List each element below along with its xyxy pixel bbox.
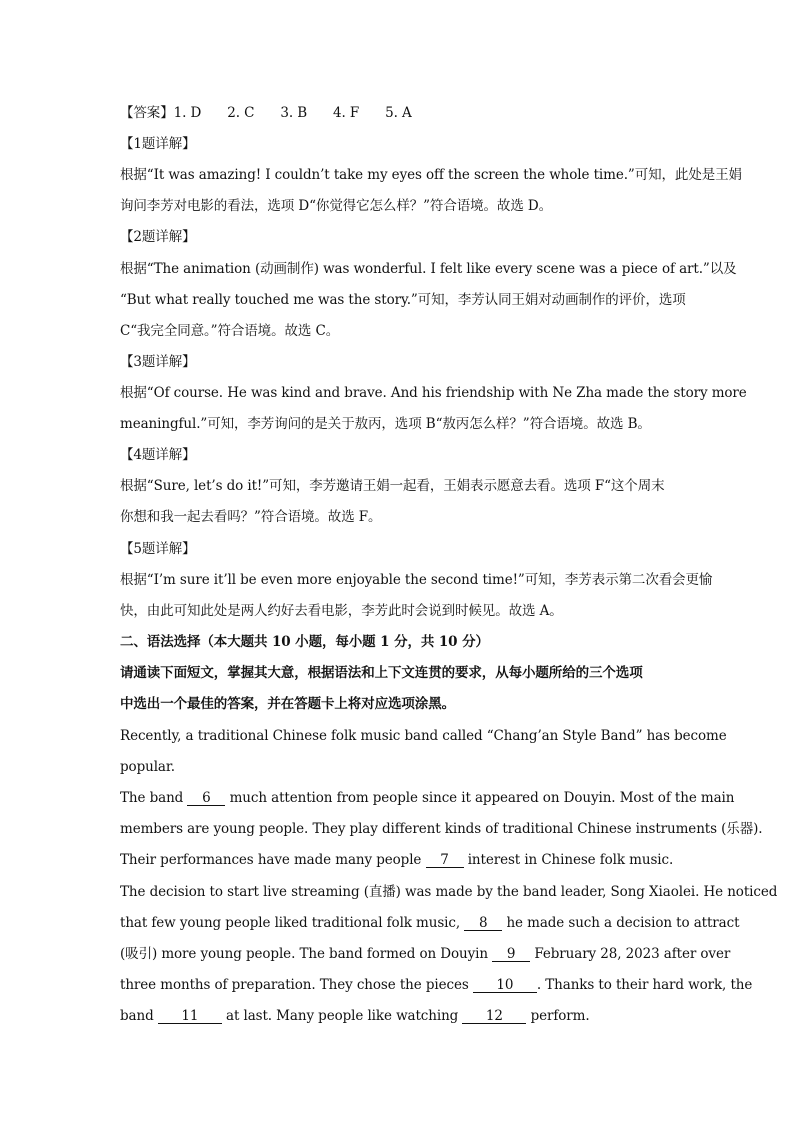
- passage-line: [120, 851, 680, 869]
- blank-7: 7: [426, 853, 464, 868]
- passage-line: [120, 789, 735, 807]
- detail-heading: 【3题详解】: [120, 354, 196, 370]
- passage-text: The band: [120, 790, 188, 806]
- answer-line: [120, 104, 680, 122]
- detail-text: “But what really touched me was the story.”可知，李芳认同王娟对动画制作的评价，选项: [120, 292, 686, 308]
- detail-text: 根据“It was amazing! I couldn’t take my eyes off the screen the whole time.”可知，此处是王娟: [120, 167, 742, 183]
- detail-text: C“我完全同意。”符合语境。故选 C。: [120, 323, 340, 339]
- passage-text: band: [120, 1008, 158, 1024]
- blank-6: 6: [187, 791, 225, 806]
- detail-text: 根据“The animation (动画制作) was wonderful. I felt like every scene was a piece of art.”以及: [120, 261, 737, 277]
- detail-heading: 【5题详解】: [120, 541, 196, 557]
- blank-12: 12: [462, 1009, 526, 1024]
- detail-heading: 【1题详解】: [120, 136, 196, 152]
- section-instructions: 请通读下面短文，掌握其大意，根据语法和上下文连贯的要求，从每小题所给的三个选项: [120, 665, 643, 681]
- detail-text: 你想和我一起去看吗？”符合语境。故选 F。: [120, 509, 382, 525]
- passage-text: at last. Many people like watching: [221, 1008, 463, 1024]
- answer-item: 1. D: [173, 105, 202, 121]
- passage-text: perform.: [526, 1008, 590, 1024]
- answer-label: 【答案】: [120, 105, 174, 121]
- detail-text: 快，由此可知此处是两人约好去看电影，李芳此时会说到时候见。故选 A。: [120, 603, 563, 619]
- passage-line: Recently, a traditional Chinese folk music band called “Chang’an Style Band” has become: [120, 728, 727, 744]
- passage-line: [120, 976, 753, 994]
- section-title: 二、语法选择（本大题共 10 小题，每小题 1 分，共 10 分）: [120, 634, 489, 650]
- blank-11: 11: [158, 1009, 222, 1024]
- passage-text: . Thanks to their hard work, the: [536, 977, 753, 993]
- detail-text: 询问李芳对电影的看法，选项 D“你觉得它怎么样？”符合语境。故选 D。: [120, 198, 553, 214]
- answer-item: 4. F: [333, 105, 360, 121]
- passage-line: [120, 945, 731, 963]
- passage-text: three months of preparation. They chose the pieces: [120, 977, 473, 993]
- answer-item: 3. B: [280, 105, 308, 121]
- passage-line: The decision to start live streaming (直播) was made by the band leader, Song Xiaolei. He noticed: [120, 884, 778, 900]
- blank-9: 9: [492, 947, 530, 962]
- detail-heading: 【4题详解】: [120, 447, 196, 463]
- passage-line: members are young people. They play different kinds of traditional Chinese instruments (乐器).: [120, 821, 763, 837]
- passage-text: that few young people liked traditional folk music,: [120, 915, 465, 931]
- passage-text: February 28, 2023 after over: [530, 946, 731, 962]
- passage-text: much attention from people since it appeared on Douyin. Most of the main: [225, 790, 735, 806]
- passage-text: he made such a decision to attract: [502, 915, 740, 931]
- detail-text: 根据“I’m sure it’ll be even more enjoyable the second time!”可知，李芳表示第二次看会更愉: [120, 572, 713, 588]
- detail-text: meaningful.”可知，李芳询问的是关于敖丙，选项 B“敖丙怎么样？”符合语境。故选 B。: [120, 416, 651, 432]
- answer-item: 2. C: [227, 105, 255, 121]
- section-instructions: 中选出一个最佳的答案，并在答题卡上将对应选项涂黑。: [120, 696, 455, 712]
- detail-heading: 【2题详解】: [120, 229, 196, 245]
- blank-8: 8: [464, 916, 502, 931]
- passage-line: [120, 1007, 680, 1025]
- passage-line: popular.: [120, 759, 175, 775]
- passage-text: Their performances have made many people: [120, 852, 426, 868]
- answer-item: 5. A: [385, 105, 412, 121]
- passage-line: [120, 914, 740, 932]
- passage-text: (吸引) more young people. The band formed on Douyin: [120, 946, 493, 962]
- detail-text: 根据“Of course. He was kind and brave. And his friendship with Ne Zha made the story more: [120, 385, 747, 401]
- passage-text: interest in Chinese folk music.: [463, 852, 674, 868]
- detail-text: 根据“Sure, let’s do it!”可知，李芳邀请王娟一起看，王娟表示愿意去看。选项 F“这个周末: [120, 478, 665, 494]
- blank-10: 10: [473, 978, 537, 993]
